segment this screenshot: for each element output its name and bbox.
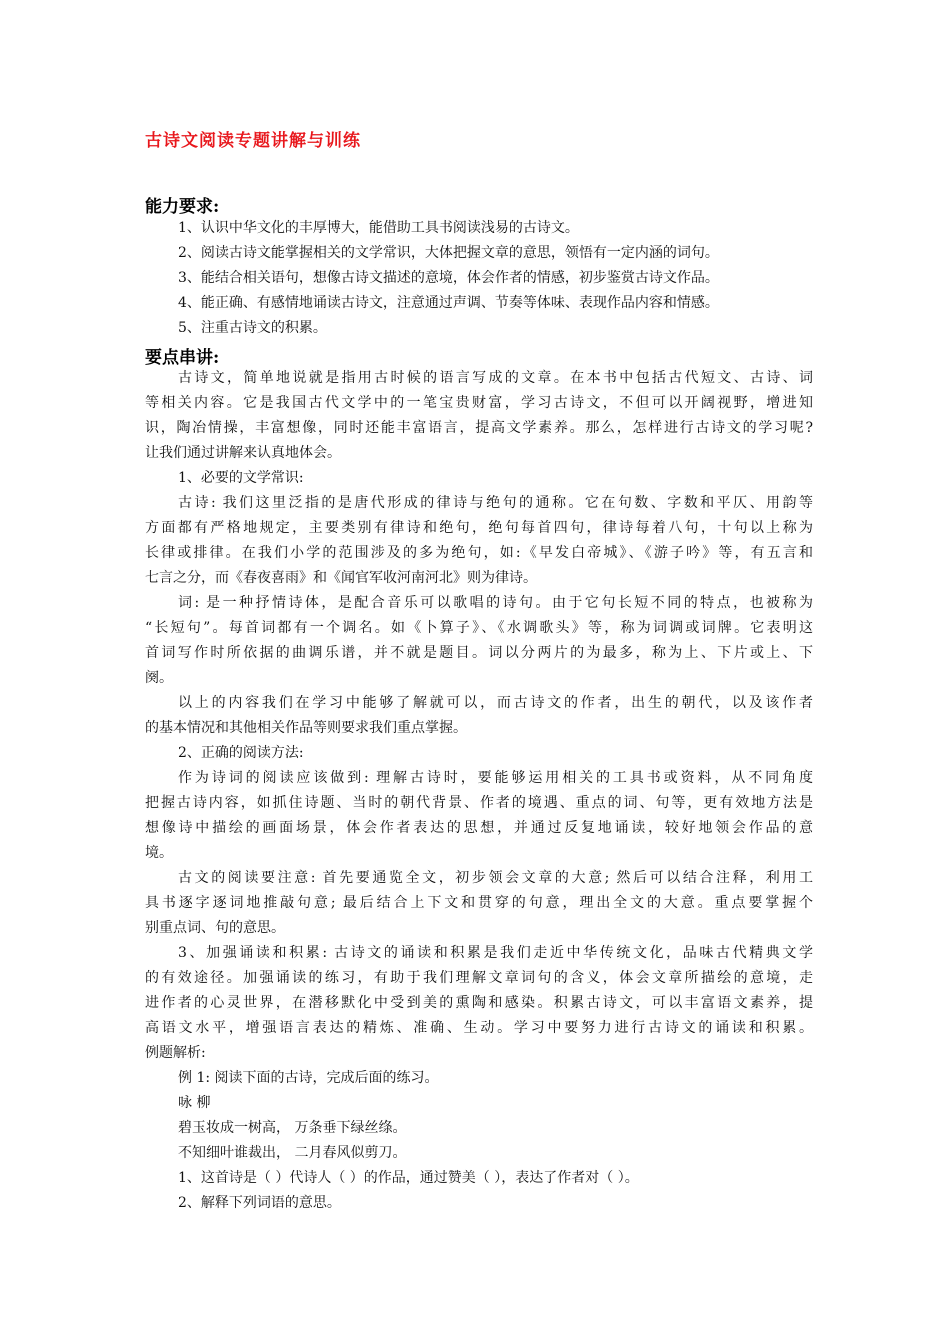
- poem-line: 碧玉妆成一树高， 万条垂下绿丝绦。: [178, 1120, 407, 1136]
- paragraph-line: 古诗文，简单地说就是指用古时候的语言写成的文章。在本书中包括古代短文、古诗、词: [178, 370, 813, 386]
- section-heading: 2、正确的阅读方法:: [178, 745, 304, 761]
- ability-item: 4、能正确、有感情地诵读古诗文，注意通过声调、节奏等体味、表现作品内容和情感。: [178, 295, 719, 311]
- document-title: 古诗文阅读专题讲解与训练: [145, 131, 361, 151]
- paragraph-line: 首词写作时所依据的曲调乐谱，并不就是题目。词以分两片的为最多，称为上、下片或上、下: [145, 645, 813, 661]
- paragraph-line: 的基本情况和其他相关作品等则要求我们重点掌握。: [145, 720, 467, 736]
- example-heading: 例题解析:: [145, 1045, 206, 1061]
- paragraph-line: 高语文水平，增强语言表达的精炼、准确、生动。学习中要努力进行古诗文的诵读和积累。: [145, 1020, 813, 1036]
- poem-line: 不知细叶谁裁出， 二月春风似剪刀。: [178, 1145, 407, 1161]
- paragraph-line: 进作者的心灵世界，在潜移默化中受到美的熏陶和感染。积累古诗文，可以丰富语文素养，提: [145, 995, 813, 1011]
- question-line: 2、解释下列词语的意思。: [178, 1195, 341, 1211]
- paragraph-line: 方面都有严格地规定，主要类别有律诗和绝句，绝句每首四句，律诗每着八句，十句以上称为: [145, 520, 813, 536]
- ability-heading: 能力要求:: [145, 197, 220, 217]
- section-heading: 1、必要的文学常识:: [178, 470, 304, 486]
- paragraph-line: 作为诗词的阅读应该做到: 理解古诗时，要能够运用相关的工具书或资料，从不同角度: [178, 770, 813, 786]
- ability-item: 2、阅读古诗文能掌握相关的文学常识，大体把握文章的意思，领悟有一定内涵的词句。: [178, 245, 719, 261]
- key-points-heading: 要点串讲:: [145, 348, 220, 368]
- question-line: 1、这首诗是（ ）代诗人（ ）的作品，通过赞美（ ），表达了作者对（ ）。: [178, 1170, 639, 1186]
- paragraph-line: 阕。: [145, 670, 173, 686]
- paragraph-line: 古文的阅读要注意: 首先要通览全文，初步领会文章的大意; 然后可以结合注释，利用工: [178, 870, 813, 886]
- paragraph-line: 七言之分，而《春夜喜雨》和《闻官军收河南河北》则为律诗。: [145, 570, 537, 586]
- paragraph-line: 3、加强诵读和积累: 古诗文的诵读和积累是我们走近中华传统文化，品味古代精典文学: [178, 945, 813, 961]
- paragraph-line: 识，陶冶情操，丰富想像，同时还能丰富语言，提高文学素养。那么，怎样进行古诗文的学习呢?: [145, 420, 813, 436]
- ability-item: 1、认识中华文化的丰厚博大，能借助工具书阅读浅易的古诗文。: [178, 220, 579, 236]
- paragraph-line: 的有效途径。加强诵读的练习，有助于我们理解文章词句的含义，体会文章所描绘的意境，走: [145, 970, 813, 986]
- ability-item: 3、能结合相关语句，想像古诗文描述的意境，体会作者的情感，初步鉴赏古诗文作品。: [178, 270, 719, 286]
- paragraph-line: 长律或排律。在我们小学的范围涉及的多为绝句，如:《早发白帝城》、《游子吟》等，有五言和: [145, 545, 813, 561]
- paragraph-line: 古诗: 我们这里泛指的是唐代形成的律诗与绝句的通称。它在句数、字数和平仄、用韵等: [178, 495, 813, 511]
- paragraph-line: 把握古诗内容，如抓住诗题、当时的朝代背景、作者的境遇、重点的词、句等，更有效地方法是: [145, 795, 813, 811]
- paragraph-line: 境。: [145, 845, 173, 861]
- paragraph-line: 想像诗中描绘的画面场景，体会作者表达的思想，并通过反复地诵读，较好地领会作品的意: [145, 820, 813, 836]
- paragraph-line: 词: 是一种抒情诗体，是配合音乐可以歌唱的诗句。由于它句长短不同的特点，也被称为: [178, 595, 813, 611]
- example-prompt: 例 1: 阅读下面的古诗，完成后面的练习。: [178, 1070, 439, 1086]
- paragraph-line: 等相关内容。它是我国古代文学中的一笔宝贵财富，学习古诗文，不但可以开阔视野，增进知: [145, 395, 813, 411]
- paragraph-line: 以上的内容我们在学习中能够了解就可以，而古诗文的作者，出生的朝代，以及该作者: [178, 695, 813, 711]
- paragraph-line: “长短句”。每首词都有一个调名。如《卜算子》、《水调歌头》等，称为词调或词牌。它表明这: [145, 620, 813, 636]
- paragraph-line: 具书逐字逐词地推敲句意; 最后结合上下文和贯穿的句意，理出全文的大意。重点要掌握个: [145, 895, 813, 911]
- poem-title: 咏 柳: [178, 1095, 211, 1111]
- paragraph-line: 别重点词、句的意思。: [145, 920, 285, 936]
- paragraph-line: 让我们通过讲解来认真地体会。: [145, 445, 341, 461]
- ability-item: 5、注重古诗文的积累。: [178, 320, 327, 336]
